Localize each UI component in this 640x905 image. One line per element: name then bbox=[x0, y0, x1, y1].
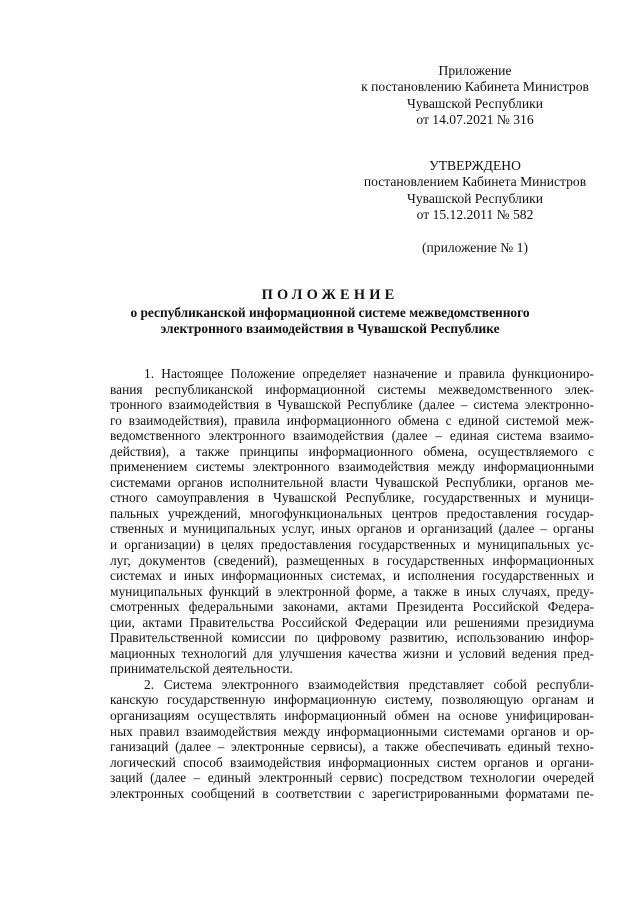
paragraph-2 bbox=[110, 677, 594, 801]
paragraph-line: ных правил взаимодействия между информационными системами органов и ор- bbox=[110, 723, 594, 739]
approval-date-number: от 15.12.2011 № 582 bbox=[416, 207, 534, 223]
appendix-republic-line: Чувашской Республики bbox=[407, 95, 543, 111]
document-heading bbox=[80, 286, 580, 338]
paragraph-line: 1. Настоящее Положение определяет назначение и правила функциониро- bbox=[144, 366, 594, 381]
paragraph-line: ганизаций (далее – электронные сервисы), а также обеспечивать единый техно- bbox=[110, 739, 594, 755]
paragraph-line: стного самоуправления в Чувашской Республике, государственных и муници- bbox=[110, 490, 594, 506]
approval-resolution-line: постановлением Кабинета Министров bbox=[363, 174, 587, 190]
paragraph-line: луг, документов (сведений), размещенных в государственных информационных bbox=[110, 552, 594, 568]
paragraph-line: применением системы электронного взаимодействия между информационными bbox=[110, 459, 594, 475]
paragraph-line: системах и иных информационных системах, и исполнения государственных и bbox=[110, 568, 594, 584]
paragraph-line: Правительственной комиссии по цифровому развитию, использованию инфор- bbox=[110, 630, 594, 646]
approval-stamp bbox=[325, 158, 625, 224]
paragraph-line: ведомственного электронного взаимодействия (далее – единая система взаимо- bbox=[110, 428, 594, 444]
paragraph-line: 2. Система электронного взаимодействия представляет собой республи- bbox=[144, 676, 594, 692]
paragraph-line: заций (далее – единый электронный сервис) посредством технологии очередей bbox=[110, 770, 594, 786]
paragraph-1 bbox=[110, 366, 594, 677]
paragraph-line: и организации) в целях предоставления государственных и муниципальных ус- bbox=[110, 537, 594, 553]
paragraph-line: пальных учреждений, многофункциональных центров предоставления государ- bbox=[110, 505, 594, 521]
approval-title: УТВЕРЖДЕНО bbox=[429, 158, 521, 173]
paragraph-line: принимательской деятельности. bbox=[110, 661, 293, 677]
document-title: ПОЛОЖЕНИЕ bbox=[261, 287, 399, 303]
paragraph-line: вания республиканской информационной системы межведомственного элек- bbox=[110, 381, 594, 397]
paragraph-line: мационных технологий для улучшения качества жизни и условий ведения пред- bbox=[110, 645, 594, 661]
paragraph-line: тронного взаимодействия в Чувашской Республике (далее – система электронно- bbox=[110, 397, 594, 413]
document-subtitle-line-2: электронного взаимодействия в Чувашской Республике bbox=[160, 321, 500, 337]
paragraph-line: логический способ взаимодействия информационных систем органов и органи- bbox=[110, 754, 594, 770]
paragraph-line: организациям осуществлять информационный обмен на основе унифицирован- bbox=[110, 708, 594, 724]
paragraph-line: действия), а также принципы информационного обмена, осуществляемого с bbox=[110, 443, 594, 459]
paragraph-line: ции, актами Правительства Российской Федерации или решениями президиума bbox=[110, 614, 594, 630]
attachment-note: (приложение № 1) bbox=[421, 240, 529, 255]
paragraph-line: муниципальных функций в электронной форме, а также в иных случаях, преду- bbox=[110, 583, 594, 599]
paragraph-line: смотренных федеральными законами, актами Президента Российской Федера- bbox=[110, 599, 594, 615]
paragraph-line: ственных и муниципальных услуг, иных органов и организаций (далее – органы bbox=[110, 521, 594, 537]
paragraph-line: электронных сообщений в соответствии с зарегистрированными форматами пе- bbox=[110, 785, 594, 801]
appendix-resolution-line: к постановлению Кабинета Министров bbox=[361, 79, 589, 95]
paragraph-line: канскую государственную информационную систему, позволяющую органам и bbox=[110, 692, 594, 708]
appendix-header bbox=[325, 63, 625, 129]
paragraph-line: го взаимодействия), правила информационного обмена с единой системой меж- bbox=[110, 412, 594, 428]
document-body bbox=[110, 366, 594, 801]
paragraph-line: системами органов исполнительной власти Чувашской Республики, органов ме- bbox=[110, 474, 594, 490]
appendix-date-number: от 14.07.2021 № 316 bbox=[416, 112, 534, 128]
document-subtitle-line-1: о республиканской информационной системе межведомственного bbox=[130, 305, 530, 320]
appendix-title: Приложение bbox=[438, 63, 512, 78]
approval-republic-line: Чувашской Республики bbox=[407, 190, 543, 206]
